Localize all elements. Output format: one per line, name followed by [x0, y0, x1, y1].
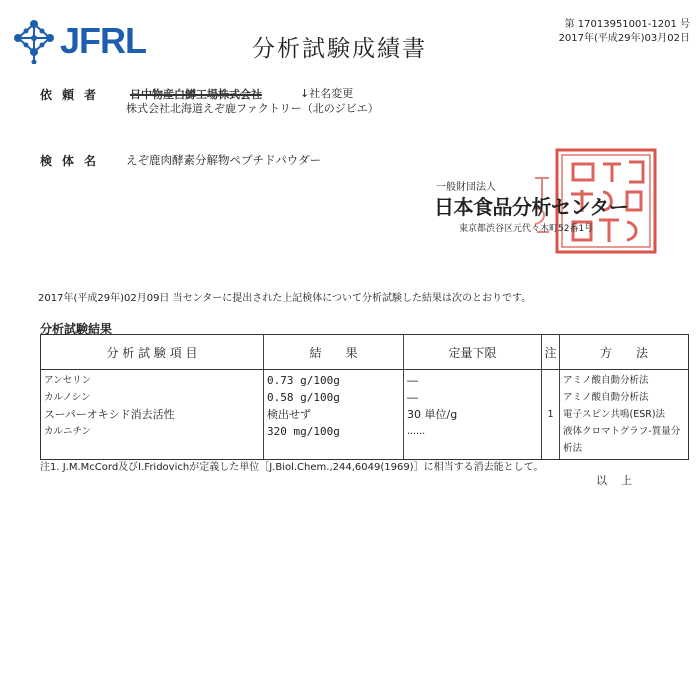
result-sod-activity: 検出せず — [267, 408, 311, 421]
method-sod-activity: 電子スピン共鳴(ESR)法 — [563, 409, 666, 420]
document-number-block — [559, 18, 690, 46]
item-carnosine: カルノシン — [44, 392, 91, 403]
limits-cell — [404, 370, 542, 460]
method-carnitine: 液体クロマトグラフ-質量分 — [563, 426, 681, 437]
header-method: 方 法 — [560, 335, 689, 370]
table-header-row — [41, 335, 689, 370]
limit-carnosine: ― — [407, 391, 418, 404]
network-logo-icon — [10, 18, 58, 64]
sample-name: えぞ鹿肉酵素分解物ペプチドパウダー — [126, 153, 322, 167]
methods-cell — [560, 370, 689, 460]
issuer-address: 東京都渋谷区元代々木町52番1号 — [459, 224, 594, 234]
note-carnitine — [545, 423, 556, 440]
section-title: 分析試験結果 — [40, 322, 113, 336]
issuer-type: 一般財団法人 — [436, 182, 496, 193]
note-sod-activity: 1 — [547, 409, 554, 420]
method-anserine: アミノ酸自動分析法 — [563, 375, 649, 386]
logo-text: JFRL — [60, 20, 146, 61]
sample-label: 検体名 — [40, 154, 107, 168]
limit-carnitine: ...... — [407, 426, 426, 437]
result-carnosine: 0.58 g/100g — [267, 391, 340, 404]
header-result: 結 果 — [264, 335, 404, 370]
issuer-name: 日本食品分析センター — [434, 195, 629, 219]
client-change-note: ↓社名変更 — [300, 87, 354, 100]
document-number: 第 17013951001-1201 号 — [564, 19, 690, 30]
items-cell — [41, 370, 264, 460]
item-carnitine: カルニチン — [44, 426, 92, 437]
result-carnitine: 320 mg/100g — [267, 425, 340, 438]
note-anserine — [545, 372, 556, 389]
limit-sod-activity: 30 単位/g — [407, 408, 458, 421]
results-cell — [264, 370, 404, 460]
statement-text: 2017年(平成29年)02月09日 当センターに提出された上記検体について分析試験した結果は次のとおりです。 — [38, 293, 532, 304]
item-sod-activity: スーパーオキシド消去活性 — [44, 408, 175, 421]
client-new-name: 株式会社北海道えぞ鹿ファクトリー（北のジビエ） — [126, 102, 379, 115]
results-table — [40, 334, 689, 460]
limit-anserine: ― — [407, 374, 418, 387]
table-row — [41, 370, 689, 460]
header-quantification-limit: 定量下限 — [404, 335, 542, 370]
note-carnosine — [545, 389, 556, 406]
notes-cell — [542, 370, 560, 460]
document-title: 分析試験成績書 — [252, 36, 427, 62]
jfrl-logo — [10, 18, 150, 64]
client-old-name: 日中物産白鱒工場株式会社 — [130, 88, 262, 101]
footnote: 注1. J.M.McCord及びI.Fridovichが定義した単位［J.Biol.Chem.,244,6049(1969)］に相当する消去能として。 — [40, 462, 544, 473]
method-carnosine: アミノ酸自動分析法 — [563, 392, 649, 403]
method-carnitine-cont: 析法 — [563, 443, 583, 454]
header-note: 注 — [542, 335, 560, 370]
client-label: 依頼者 — [40, 88, 107, 102]
item-anserine: アンセリン — [44, 375, 92, 386]
document-date: 2017年(平成29年)03月02日 — [558, 33, 690, 44]
result-anserine: 0.73 g/100g — [267, 374, 340, 387]
header-test-item: 分 析 試 験 項 目 — [41, 335, 264, 370]
closing-mark: 以上 — [596, 474, 646, 487]
